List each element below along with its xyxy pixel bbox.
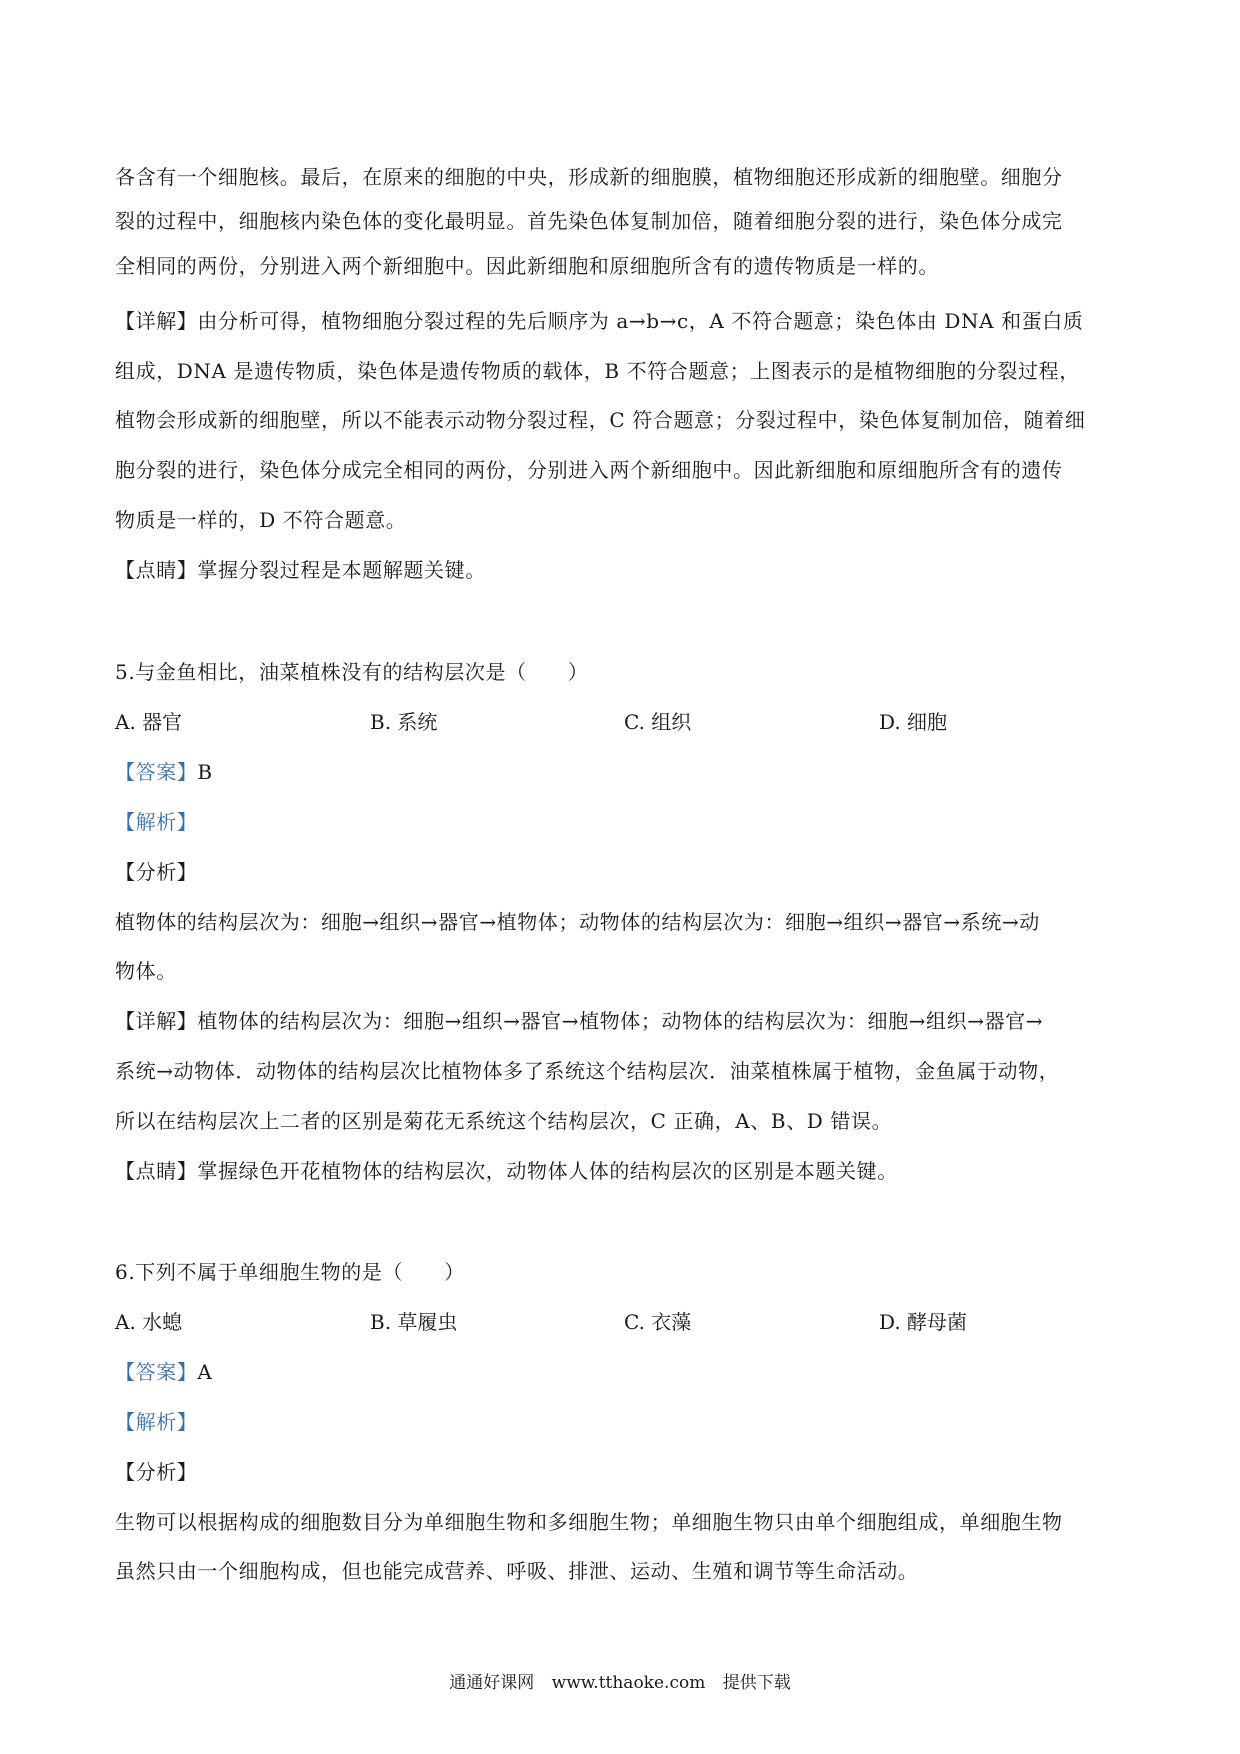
q6-fenxi-label: 【分析】 [115, 1460, 198, 1484]
question-5-text: 5.与金鱼相比，油菜植株没有的结构层次是（ ） [115, 660, 589, 684]
q5-option-d: D. 细胞 [879, 710, 948, 734]
q6-analysis-line: 虽然只由一个细胞构成，但也能完成营养、呼吸、排泄、运动、生殖和调节等生命活动。 [115, 1559, 919, 1583]
footer-url[interactable]: www.tthaoke.com [551, 1673, 706, 1693]
q6-jiexi-label: 【解析】 [115, 1410, 198, 1434]
q5-jiexi-label: 【解析】 [115, 810, 198, 834]
footer-site-name: 通通好课网 [449, 1673, 535, 1693]
answer-label: 【答案】 [115, 1360, 198, 1384]
q5-answer [115, 757, 213, 787]
detail-line: 组成，DNA 是遗传物质，染色体是遗传物质的载体，B 不符合题意；上图表示的是植物细胞的分裂过程， [115, 359, 1080, 383]
q5-tip: 【点睛】掌握绿色开花植物体的结构层次，动物体人体的结构层次的区别是本题关键。 [115, 1159, 898, 1183]
detail-line: 【详解】由分析可得，植物细胞分裂过程的先后顺序为 a→b→c，A 不符合题意；染色体由 DNA 和蛋白质 [115, 309, 1084, 333]
paragraph-line: 全相同的两份，分别进入两个新细胞中。因此新细胞和原细胞所含有的遗传物质是一样的。 [115, 254, 939, 278]
footer-suffix: 提供下载 [722, 1673, 791, 1693]
paragraph-line: 裂的过程中，细胞核内染色体的变化最明显。首先染色体复制加倍，随着细胞分裂的进行，染色体分成完 [115, 209, 1063, 233]
q5-analysis-line: 植物体的结构层次为：细胞→组织→器官→植物体；动物体的结构层次为：细胞→组织→器官→系统→动 [115, 910, 1040, 934]
q6-option-a: A. 水螅 [115, 1310, 183, 1334]
answer-value: A [197, 1360, 213, 1384]
q5-detail-line: 【详解】植物体的结构层次为：细胞→组织→器官→植物体；动物体的结构层次为：细胞→组织→器官→ [115, 1009, 1044, 1033]
q6-analysis-line: 生物可以根据构成的细胞数目分为单细胞生物和多细胞生物；单细胞生物只由单个细胞组成，单细胞生物 [115, 1510, 1063, 1534]
q6-option-c: C. 衣藻 [624, 1310, 692, 1334]
q6-answer [115, 1357, 212, 1387]
answer-value: B [197, 760, 213, 784]
page-footer [0, 1670, 1240, 1696]
answer-label: 【答案】 [115, 760, 198, 784]
tip-line: 【点睛】掌握分裂过程是本题解题关键。 [115, 558, 486, 582]
question-6-text: 6.下列不属于单细胞生物的是（ ） [115, 1260, 465, 1284]
q5-detail-line: 系统→动物体．动物体的结构层次比植物体多了系统这个结构层次．油菜植株属于植物，金鱼属于动物， [115, 1059, 1060, 1083]
q6-option-b: B. 草履虫 [370, 1310, 458, 1334]
q5-detail-line: 所以在结构层次上二者的区别是菊花无系统这个结构层次，C 正确，A、B、D 错误。 [115, 1109, 893, 1133]
q5-analysis-line: 物体。 [115, 959, 177, 983]
detail-line: 胞分裂的进行，染色体分成完全相同的两份，分别进入两个新细胞中。因此新细胞和原细胞所含有的遗传 [115, 458, 1063, 482]
detail-line: 植物会形成新的细胞壁，所以不能表示动物分裂过程，C 符合题意；分裂过程中，染色体复制加倍，随着细 [115, 408, 1086, 432]
q5-option-b: B. 系统 [370, 710, 438, 734]
q5-option-a: A. 器官 [115, 710, 183, 734]
q5-option-c: C. 组织 [624, 710, 692, 734]
paragraph-line: 各含有一个细胞核。最后，在原来的细胞的中央，形成新的细胞膜，植物细胞还形成新的细胞壁。细胞分 [115, 165, 1063, 189]
q5-fenxi-label: 【分析】 [115, 860, 198, 884]
q6-option-d: D. 酵母菌 [879, 1310, 968, 1334]
detail-line: 物质是一样的，D 不符合题意。 [115, 508, 407, 532]
